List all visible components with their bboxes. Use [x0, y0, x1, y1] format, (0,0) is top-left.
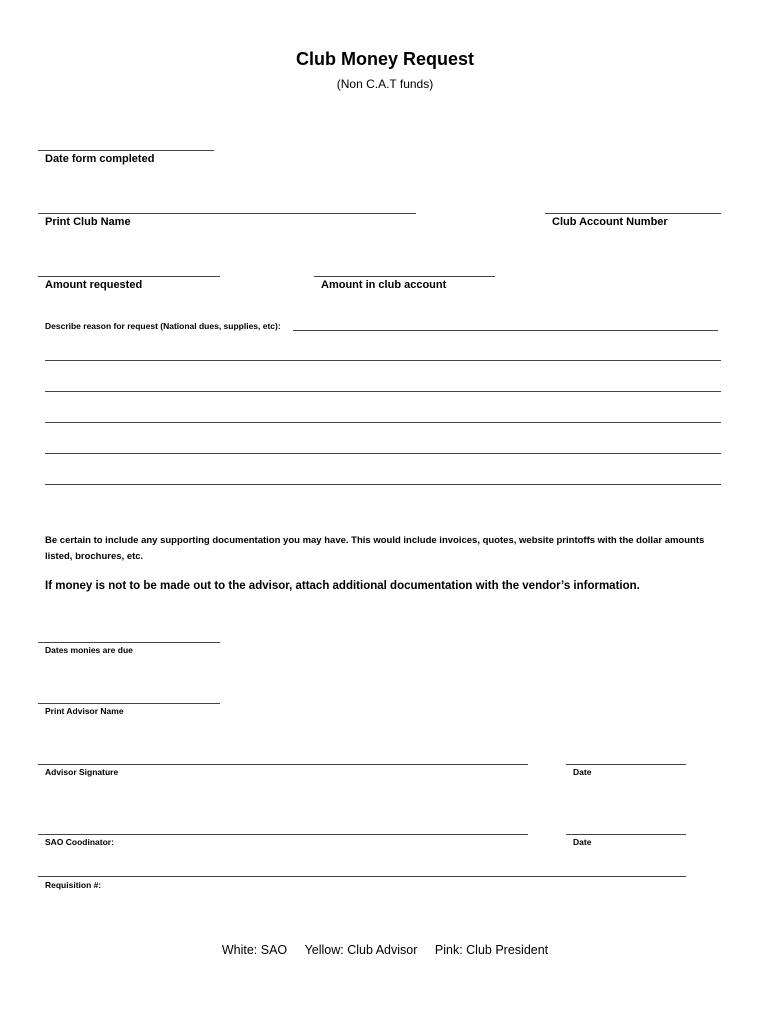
- documentation-note: Be certain to include any supporting documentation you may have. This would include invoices, quotes, website printoffs with the dollar amounts listed, brochures, etc.: [45, 535, 705, 562]
- reason-line-3[interactable]: [45, 391, 721, 392]
- amount-in-account-label: Amount in club account: [321, 279, 447, 291]
- dates-due-label: Dates monies are due: [45, 645, 133, 655]
- amount-requested-label: Amount requested: [45, 279, 143, 291]
- account-number-field[interactable]: [545, 213, 721, 214]
- advisor-name-field[interactable]: [38, 703, 220, 704]
- date-completed-field[interactable]: [38, 150, 214, 151]
- vendor-warning: If money is not to be made out to the advisor, attach additional documentation with the vendor’s information.: [45, 580, 640, 592]
- form-subtitle: (Non C.A.T funds): [336, 77, 434, 91]
- sao-date-label: Date: [573, 837, 592, 847]
- advisor-name-label: Print Advisor Name: [45, 706, 124, 716]
- advisor-date-label: Date: [573, 767, 592, 777]
- date-completed-label: Date form completed: [45, 153, 155, 165]
- requisition-label: Requisition #:: [45, 880, 102, 890]
- reason-line-1[interactable]: [293, 330, 718, 331]
- sao-coordinator-label: SAO Coodinator:: [45, 837, 114, 847]
- reason-line-2[interactable]: [45, 360, 721, 361]
- advisor-signature-field[interactable]: [38, 764, 528, 765]
- club-name-field[interactable]: [38, 213, 416, 214]
- reason-label: Describe reason for request (National dues, supplies, etc):: [45, 321, 281, 331]
- reason-line-6[interactable]: [45, 484, 721, 485]
- footer-pink: Pink: Club President: [434, 943, 549, 957]
- reason-line-4[interactable]: [45, 422, 721, 423]
- advisor-signature-label: Advisor Signature: [45, 767, 119, 777]
- dates-due-field[interactable]: [38, 642, 220, 643]
- account-number-label: Club Account Number: [552, 216, 668, 228]
- form-title: Club Money Request: [295, 49, 474, 69]
- club-name-label: Print Club Name: [45, 216, 131, 228]
- amount-requested-field[interactable]: [38, 276, 220, 277]
- copy-distribution-footer: [0, 943, 770, 957]
- footer-white: White: SAO: [221, 943, 288, 957]
- footer-yellow: Yellow: Club Advisor: [304, 943, 418, 957]
- advisor-date-field[interactable]: [566, 764, 686, 765]
- sao-date-field[interactable]: [566, 834, 686, 835]
- reason-line-5[interactable]: [45, 453, 721, 454]
- sao-coordinator-field[interactable]: [38, 834, 528, 835]
- requisition-field[interactable]: [38, 876, 686, 877]
- amount-in-account-field[interactable]: [314, 276, 495, 277]
